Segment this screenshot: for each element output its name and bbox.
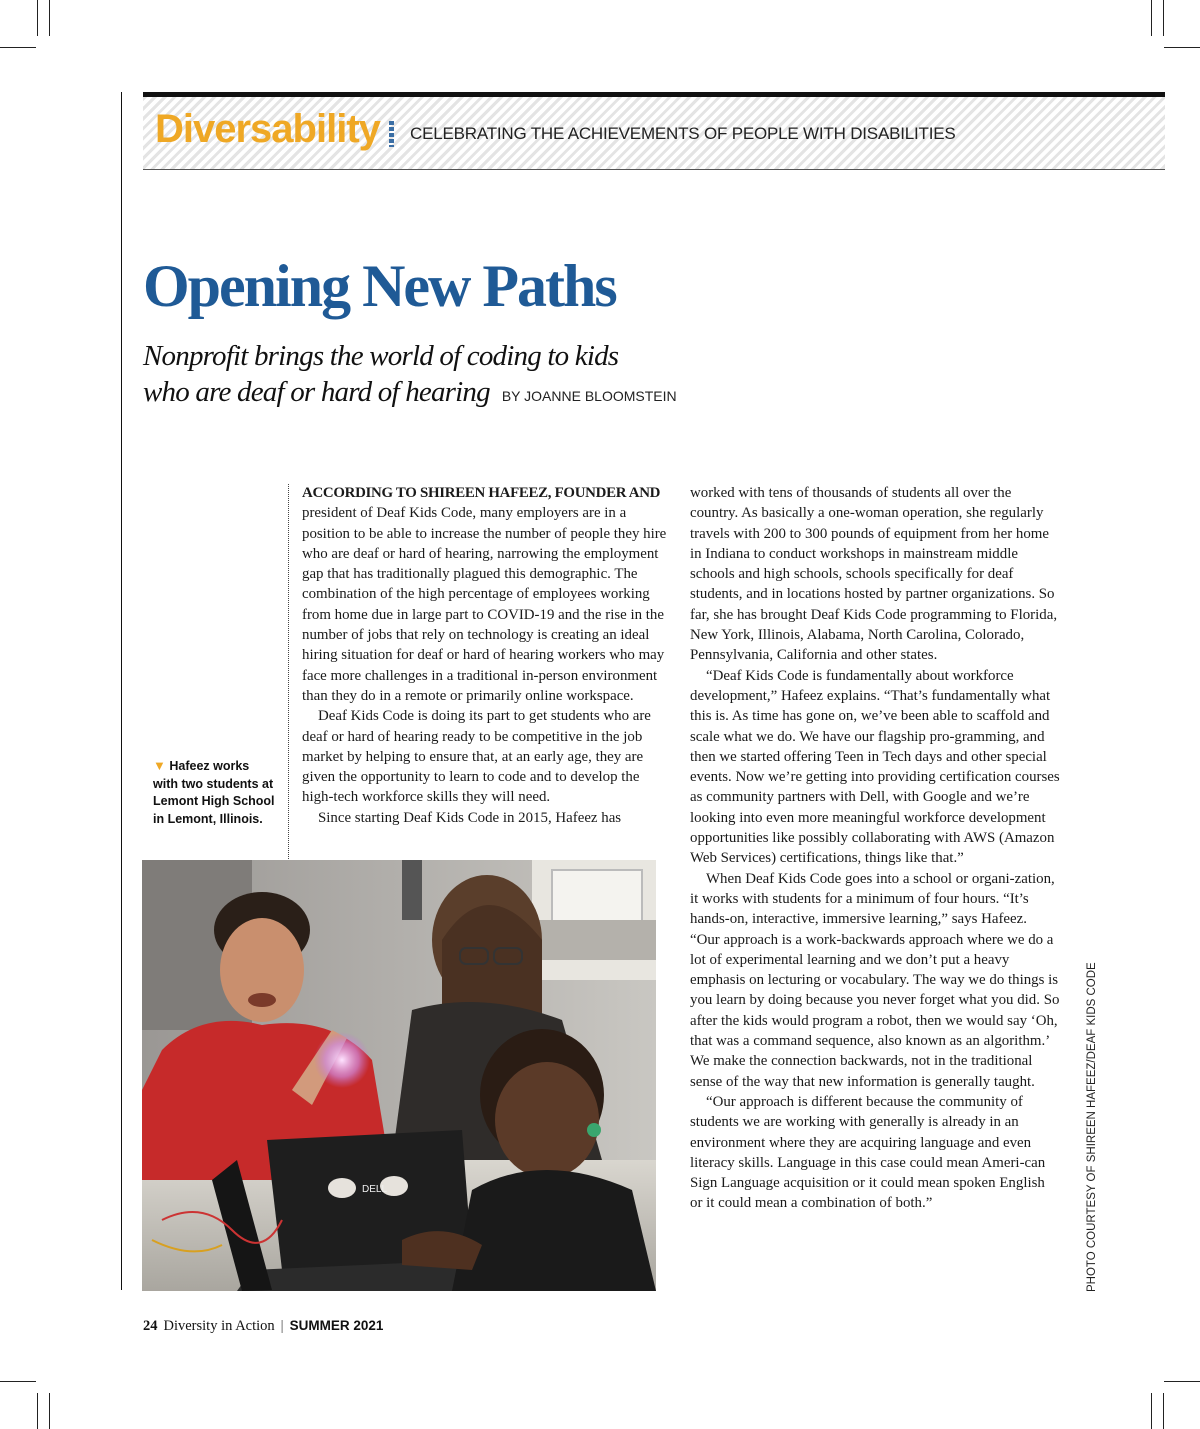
crop-mark (0, 1381, 36, 1382)
crop-mark (1151, 0, 1152, 36)
paragraph (302, 483, 667, 706)
caption-triangle-icon: ▼ (153, 758, 166, 773)
crop-mark (37, 0, 38, 36)
issue-label: SUMMER 2021 (289, 1318, 384, 1333)
photo-illustration (142, 860, 656, 1291)
laptop-logo: DELL (362, 1184, 388, 1195)
paragraph: When Deaf Kids Code goes into a school or organi-zation, it works with students for a minimum of four hours. “It’s hands-on, interactive, immersive learning,” says Hafeez. “Our approach is a work-backwards approach where we do a lot of experimental learning and we don’t put a heavy emphasis on lecturing or vocabulary. The way we do things is you learn by doing because you never forget what you did. So after the kids would program a robot, then we would say ‘Oh, that was a command sequence, also known as an algorithm.’ We make the connection backwards, not in the traditional sense of the way that new information is generally taught. (690, 870, 1060, 1090)
article-deck (143, 338, 783, 414)
crop-mark (1164, 1381, 1200, 1382)
paragraph: Deaf Kids Code is doing its part to get students who are deaf or hard of hearing ready to be competitive in the job market by helping to ensure that, at an early age, they are given the opportunity to learn to code and to develop the high-tech workforce skills they will need. (302, 708, 651, 806)
page-left-rule (121, 92, 122, 1290)
crop-mark (1151, 1393, 1152, 1429)
paragraph-lead-in: ACCORDING TO SHIREEN HAFEEZ, FOUNDER AND (302, 485, 661, 501)
crop-mark (49, 0, 50, 36)
byline: BY JOANNE BLOOMSTEIN (501, 388, 677, 404)
article-headline: Opening New Paths (143, 253, 616, 319)
caption-divider (288, 484, 289, 859)
crop-mark (0, 47, 36, 48)
publication-name: Diversity in Action (163, 1318, 275, 1334)
photo-credit: PHOTO COURTESY OF SHIREEN HAFEEZ/DEAF KIDS CODE (1086, 962, 1098, 1292)
page-number: 24 (143, 1318, 158, 1334)
paragraph: Since starting Deaf Kids Code in 2015, Hafeez has (318, 809, 622, 826)
deck-line-1: Nonprofit brings the world of coding to kids (143, 340, 619, 372)
banner-separator (389, 121, 394, 147)
article-photo (142, 860, 656, 1291)
crop-mark (37, 1393, 38, 1429)
deck-line-2: who are deaf or hard of hearing (143, 376, 490, 408)
paragraph-text: president of Deaf Kids Code, many employers are in a position to be able to increase the number of people they hire who are deaf or hard of hearing, narrowing the employment gap that has traditionally plagued this demographic. The combination of the high percentage of employees working from home due in large part to COVID-19 and the rise in the number of jobs that rely on technology is creating an ideal hiring situation for deaf or hard of hearing workers who may face more challenges in a traditional in-person environment than they do in a remote or primarily online workspace. (302, 505, 667, 704)
section-tagline: CELEBRATING THE ACHIEVEMENTS OF PEOPLE WITH DISABILITIES (410, 124, 956, 143)
crop-mark (49, 1393, 50, 1429)
footer-separator: | (280, 1318, 284, 1334)
crop-mark (1163, 1393, 1164, 1429)
paragraph: worked with tens of thousands of students all over the country. As basically a one-woman operation, she regularly travels with 200 to 300 pounds of equipment from her home in Indiana to conduct workshops in mainstream middle schools and high schools, schools specifically for deaf students, and in locations hosted by partner organizations. So far, she has brought Deaf Kids Code programming to Florida, New York, Illinois, Alabama, North Carolina, Colorado, Pennsylvania, California and other states. (690, 485, 1058, 664)
section-brand: Diversability (155, 107, 380, 151)
photo-caption (153, 757, 277, 828)
page-footer (143, 1318, 383, 1335)
paragraph: “Our approach is different because the community of students we are working with generally is already in an environment where they are acquiring language and even literacy skills. Language in this case could mean Ameri-can Sign Language acquisition or it could mean spoken English or it could mean a combination of both.” (690, 1093, 1046, 1212)
article-column-2 (690, 483, 1060, 1214)
crop-mark (1164, 47, 1200, 48)
crop-mark (1163, 0, 1164, 36)
section-banner (143, 97, 1165, 170)
paragraph: “Deaf Kids Code is fundamentally about workforce development,” Hafeez explains. “That’s fundamentally what this is. As time has gone on, we’ve been able to scaffold and scale what we do. We have our flagship pro-gramming, and then we started offering Teen in Tech days and other special events. Now we’re getting into providing certification courses as community partners with Dell, with Google and we’re looking into even more meaningful workforce development opportunities like possibly collaborating with AWS (Amazon Web Services) certifications, things like that.” (690, 667, 1060, 867)
caption-text: Hafeez works with two students at Lemont High School in Lemont, Illinois. (153, 759, 275, 826)
article-column-1 (302, 483, 667, 828)
